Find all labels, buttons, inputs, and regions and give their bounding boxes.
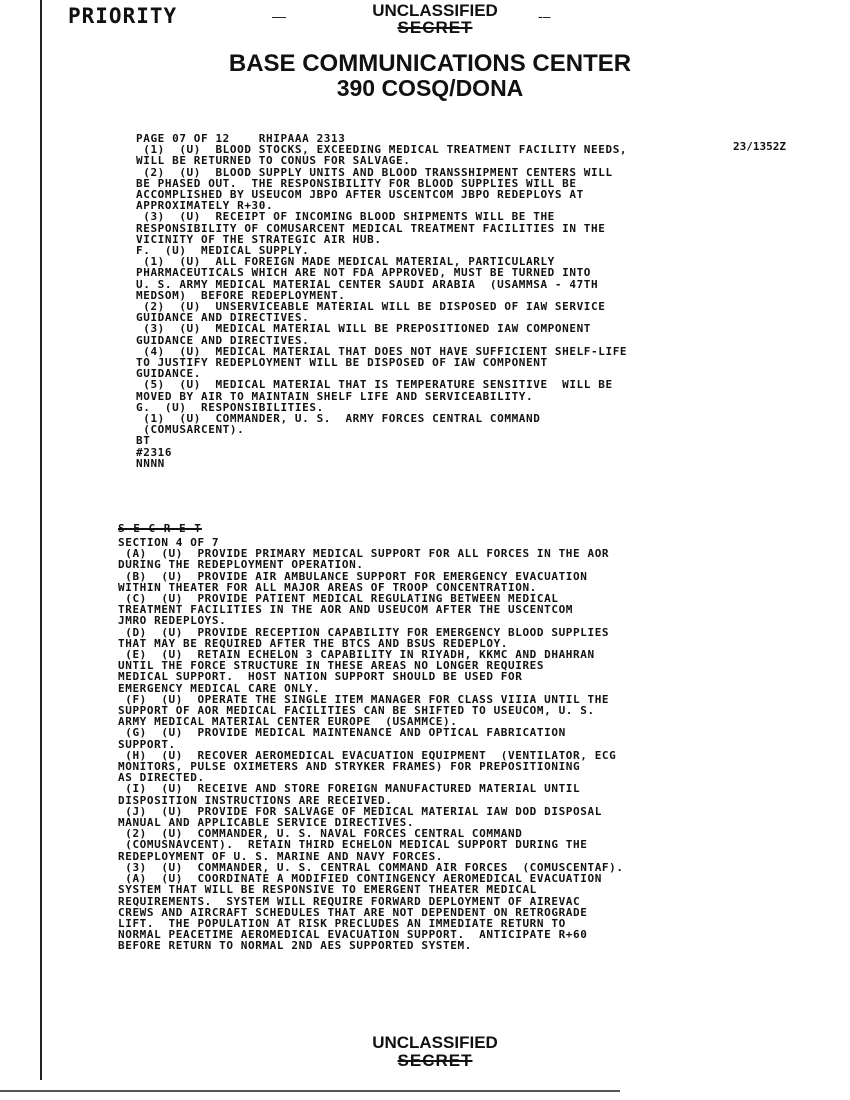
message-line: MEDICAL SUPPORT. HOST NATION SUPPORT SHOULD BE USED FOR (118, 670, 523, 684)
message-line: SUPPORT. (118, 737, 176, 751)
message-line: (5) (U) MEDICAL MATERIAL THAT IS TEMPERATURE SENSITIVE WILL BE (136, 378, 613, 392)
center-name: BASE COMMUNICATIONS CENTER (228, 50, 632, 77)
message-line: JMRO REDEPLOYS. (118, 614, 227, 628)
message-line: APPROXIMATELY R+30. (136, 199, 274, 213)
message-line: THAT MAY BE REQUIRED AFTER THE BTCS AND BSUS REDEPLOY. (118, 636, 509, 650)
scan-mark: — (272, 8, 286, 24)
message-line: ARMY MEDICAL MATERIAL CENTER EUROPE (USAMMCE). (118, 715, 458, 729)
message-line: DURING THE REDEPLOYMENT OPERATION. (118, 558, 364, 572)
message-line: MEDSOM) BEFORE REDEPLOYMENT. (136, 288, 346, 302)
message-line: NORMAL PEACETIME AEROMEDICAL EVACUATION SUPPORT. ANTICIPATE R+60 (118, 928, 588, 942)
message-line: G. (U) RESPONSIBILITIES. (136, 400, 324, 414)
message-line: (B) (U) PROVIDE AIR AMBULANCE SUPPORT FOR EMERGENCY EVACUATION (118, 569, 588, 583)
message-line: (COMUSARCENT). (136, 423, 245, 437)
message-line: CREWS AND AIRCRAFT SCHEDULES THAT ARE NOT DEPENDENT ON RETROGRADE (118, 905, 588, 919)
message-line: UNTIL THE FORCE STRUCTURE IN THESE AREAS NO LONGER REQUIRES (118, 659, 545, 673)
message-line: TREATMENT FACILITIES IN THE AOR AND USEUCOM AFTER THE USCENTCOM (118, 603, 574, 617)
message-line: BT (136, 434, 151, 448)
message-line: #2316 (136, 445, 173, 459)
message-line: REQUIREMENTS. SYSTEM WILL REQUIRE FORWARD DEPLOYMENT OF AIREVAC (118, 894, 581, 908)
message-line: SUPPORT OF AOR MEDICAL FACILITIES CAN BE SHIFTED TO USEUCOM, U. S. (118, 704, 595, 718)
message-line: GUIDANCE. (136, 367, 202, 381)
message-line: BEFORE RETURN TO NORMAL 2ND AES SUPPORTED SYSTEM. (118, 939, 472, 953)
bottom-scan-rule (0, 1090, 620, 1092)
message-line: (4) (U) MEDICAL MATERIAL THAT DOES NOT HAVE SUFFICIENT SHELF-LIFE (136, 344, 628, 358)
message-line: SECTION 4 OF 7 (118, 536, 220, 549)
message-section-4-body (118, 537, 624, 952)
message-line: PHARMACEUTICALS WHICH ARE NOT FDA APPROVED, MUST BE TURNED INTO (136, 266, 592, 280)
message-line: (3) (U) COMMANDER, U. S. CENTRAL COMMAND AIR FORCES (COMUSCENTAF). (118, 860, 624, 874)
message-line: (1) (U) COMMANDER, U. S. ARMY FORCES CENTRAL COMMAND (136, 412, 541, 426)
message-line: EMERGENCY MEDICAL CARE ONLY. (118, 681, 321, 695)
message-line: VICINITY OF THE STRATEGIC AIR HUB. (136, 232, 382, 246)
message-line: F. (U) MEDICAL SUPPLY. (136, 244, 310, 258)
secret-marking: S E C R E T (118, 522, 202, 535)
message-line: (A) (U) COORDINATE A MODIFIED CONTINGENCY AEROMEDICAL EVACUATION (118, 872, 602, 886)
date-time-group: 23/1352Z (733, 140, 786, 153)
message-line: MOVED BY AIR TO MAINTAIN SHELF LIFE AND SERVICEABILITY. (136, 389, 534, 403)
struck-classification: SECRET (397, 1051, 473, 1070)
message-line: (2) (U) UNSERVICEABLE MATERIAL WILL BE DISPOSED OF IAW SERVICE (136, 300, 606, 314)
message-line: WILL BE RETURNED TO CONUS FOR SALVAGE. (136, 154, 411, 168)
message-line: (2) (U) COMMANDER, U. S. NAVAL FORCES CENTRAL COMMAND (118, 827, 523, 841)
priority-marking: PRIORITY (68, 4, 178, 28)
classification-label: UNCLASSIFIED (372, 1, 498, 20)
message-line: GUIDANCE AND DIRECTIVES. (136, 333, 310, 347)
message-line: NNNN (136, 456, 165, 470)
message-line: MONITORS, PULSE OXIMETERS AND STRYKER FRAMES) FOR PREPOSITIONING (118, 760, 581, 774)
message-page-7-body (136, 133, 627, 469)
message-line: (J) (U) PROVIDE FOR SALVAGE OF MEDICAL MATERIAL IAW DOD DISPOSAL (118, 804, 602, 818)
message-line: (3) (U) MEDICAL MATERIAL WILL BE PREPOSITIONED IAW COMPONENT (136, 322, 592, 336)
message-line: U. S. ARMY MEDICAL MATERIAL CENTER SAUDI ARABIA (USAMMSA - 47TH (136, 277, 599, 291)
message-line: WITHIN THEATER FOR ALL MAJOR AREAS OF TROOP CONCENTRATION. (118, 580, 537, 594)
classification-footer (330, 1034, 540, 1070)
struck-classification: SECRET (397, 18, 473, 37)
message-line: SYSTEM THAT WILL BE RESPONSIVE TO EMERGENT THEATER MEDICAL (118, 883, 537, 897)
message-line: (I) (U) RECEIVE AND STORE FOREIGN MANUFACTURED MATERIAL UNTIL (118, 782, 581, 796)
message-line: (1) (U) ALL FOREIGN MADE MEDICAL MATERIAL, PARTICULARLY (136, 255, 555, 269)
communications-center-title (210, 52, 650, 100)
message-line: (C) (U) PROVIDE PATIENT MEDICAL REGULATING BETWEEN MEDICAL (118, 592, 559, 606)
message-line: LIFT. THE POPULATION AT RISK PRECLUDES AN IMMEDIATE RETURN TO (118, 916, 566, 930)
center-unit: 390 COSQ/DONA (336, 75, 524, 101)
message-line: (E) (U) RETAIN ECHELON 3 CAPABILITY IN RIYADH, KKMC AND DHAHRAN (118, 648, 595, 662)
message-line: (A) (U) PROVIDE PRIMARY MEDICAL SUPPORT FOR ALL FORCES IN THE AOR (118, 547, 610, 561)
scan-mark: -– (538, 8, 551, 24)
message-line: AS DIRECTED. (118, 771, 205, 785)
message-line: (F) (U) OPERATE THE SINGLE ITEM MANAGER FOR CLASS VIIIA UNTIL THE (118, 692, 610, 706)
message-line: BE PHASED OUT. THE RESPONSIBILITY FOR BLOOD SUPPLIES WILL BE (136, 176, 577, 190)
message-line: PAGE 07 OF 12 RHIPAAA 2313 (136, 132, 346, 145)
message-line: GUIDANCE AND DIRECTIVES. (136, 311, 310, 325)
message-line: (D) (U) PROVIDE RECEPTION CAPABILITY FOR EMERGENCY BLOOD SUPPLIES (118, 625, 610, 639)
message-line: (H) (U) RECOVER AEROMEDICAL EVACUATION EQUIPMENT (VENTILATOR, ECG (118, 748, 617, 762)
message-line: (COMUSNAVCENT). RETAIN THIRD ECHELON MEDICAL SUPPORT DURING THE (118, 838, 588, 852)
classification-header (330, 2, 540, 36)
classification-label: UNCLASSIFIED (372, 1033, 498, 1052)
message-line: DISPOSITION INSTRUCTIONS ARE RECEIVED. (118, 793, 393, 807)
message-line: (1) (U) BLOOD STOCKS, EXCEEDING MEDICAL TREATMENT FACILITY NEEDS, (136, 143, 628, 157)
left-margin-rule (40, 0, 42, 1080)
message-line: REDEPLOYMENT OF U. S. MARINE AND NAVY FORCES. (118, 849, 444, 863)
message-line: (2) (U) BLOOD SUPPLY UNITS AND BLOOD TRANSSHIPMENT CENTERS WILL (136, 165, 613, 179)
message-line: MANUAL AND APPLICABLE SERVICE DIRECTIVES. (118, 816, 415, 830)
message-line: (G) (U) PROVIDE MEDICAL MAINTENANCE AND OPTICAL FABRICATION (118, 726, 566, 740)
message-line: (3) (U) RECEIPT OF INCOMING BLOOD SHIPMENTS WILL BE THE (136, 210, 555, 224)
message-line: RESPONSIBILITY OF COMUSARCENT MEDICAL TREATMENT FACILITIES IN THE (136, 221, 606, 235)
message-line: TO JUSTIFY REDEPLOYMENT WILL BE DISPOSED OF IAW COMPONENT (136, 356, 548, 370)
message-line: ACCOMPLISHED BY USEUCOM JBPO AFTER USCENTCOM JBPO REDEPLOYS AT (136, 188, 584, 202)
